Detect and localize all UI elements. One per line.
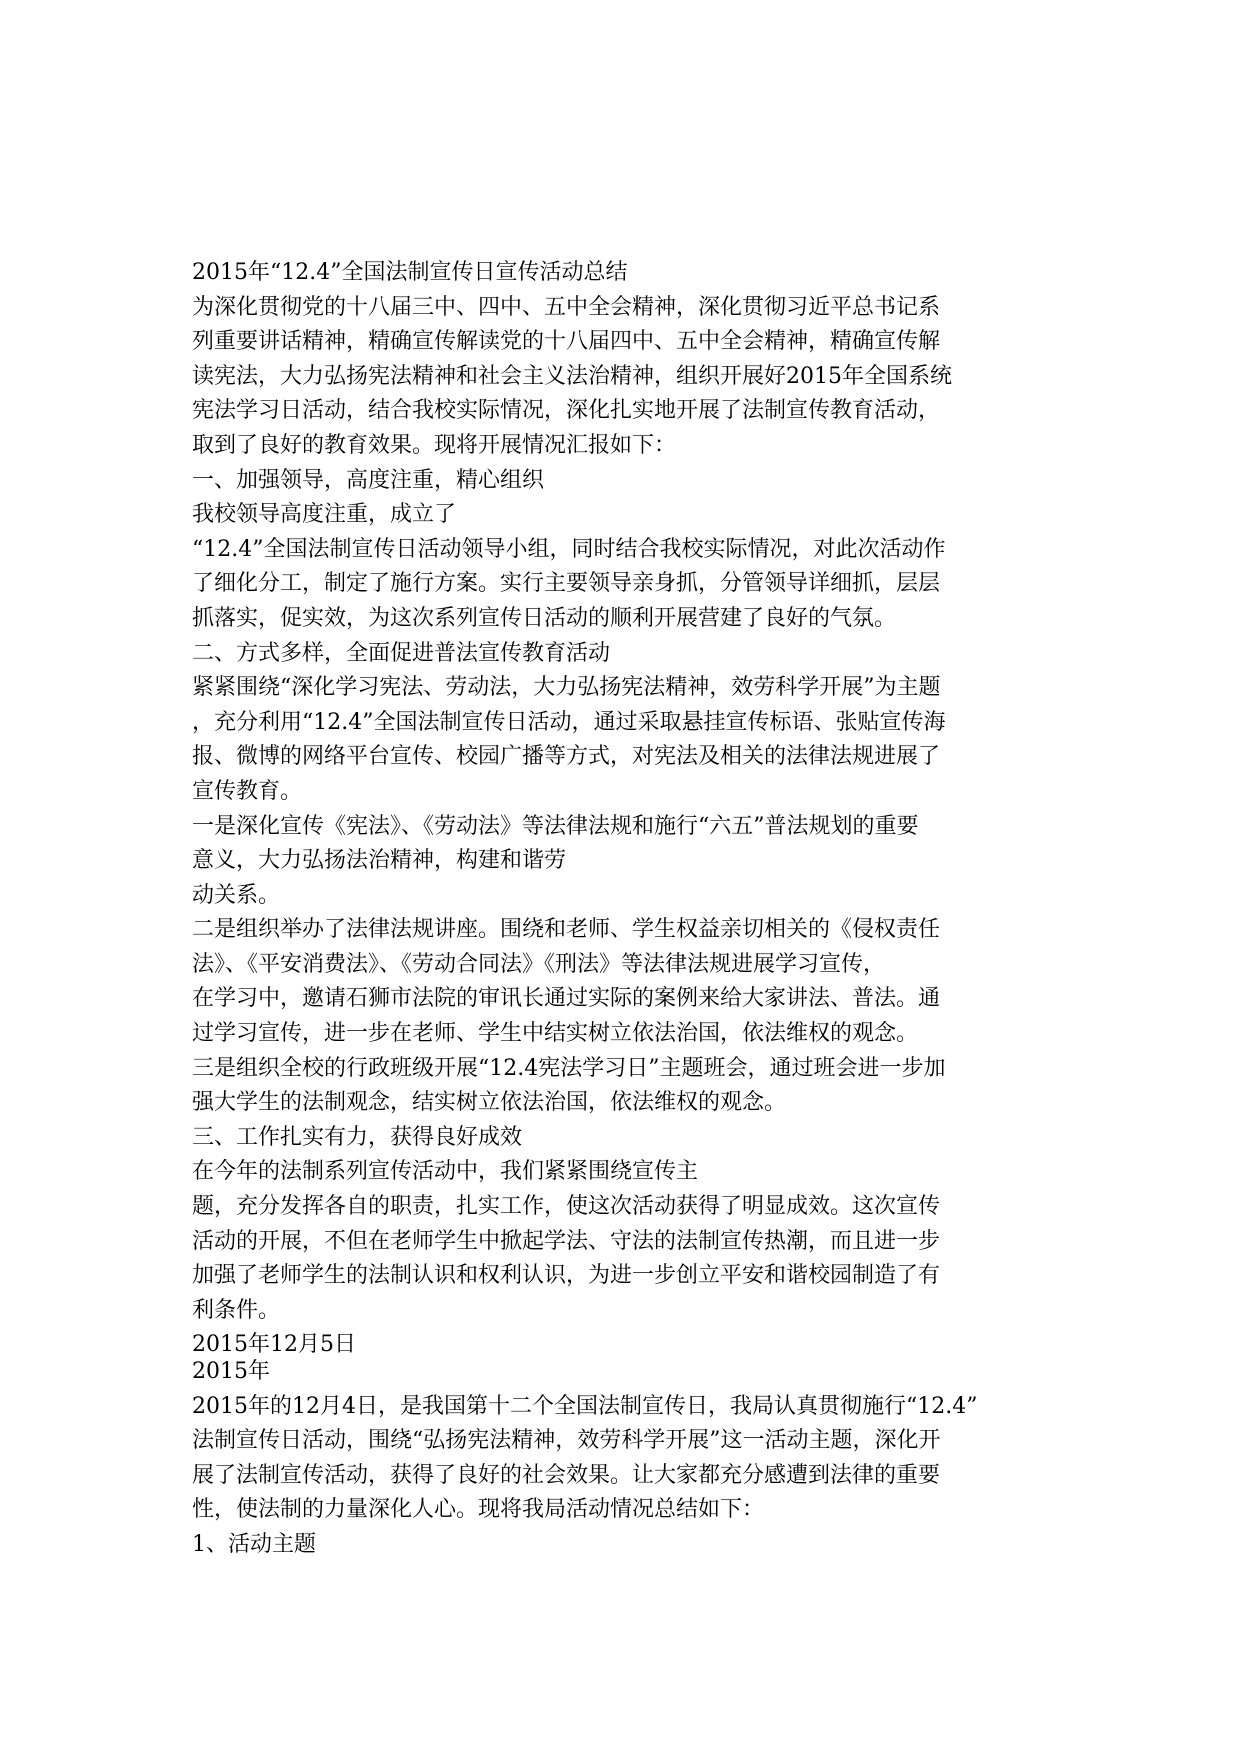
doc-title: 2015年“12.4”全国法制宣传日宣传活动总结 [192,260,628,285]
paragraph-line: ，充分利用“12.4”全国法制宣传日活动，通过采取悬挂宣传标语、张贴宣传海 [192,709,946,735]
paragraph-line: 抓落实，促实效，为这次系列宣传日活动的顺利开展营建了良好的气氛。 [192,605,897,631]
paragraph-line: 在今年的法制系列宣传活动中，我们紧紧围绕宣传主 [192,1159,699,1185]
paragraph-line: 活动的开展，不但在老师学生中掀起学法、守法的法制宣传热潮，而且进一步 [192,1228,941,1254]
subheading-activity-theme: 1、活动主题 [192,1531,316,1557]
section-heading-1: 一、加强领导，高度注重，精心组织 [192,467,545,493]
document-section-2 [192,1355,1054,1563]
paragraph-line: 动关系。 [192,882,281,908]
paragraph-line: 题，充分发挥各自的职责，扎实工作，使这次活动获得了明显成效。这次宣传 [192,1194,941,1220]
paragraph-line: 利条件。 [192,1297,281,1323]
paragraph-line: 报、微博的网络平台宣传、校园广播等方式，对宪法及相关的法律法规进展了 [192,744,941,770]
paragraph-line: 2015年的12月4日，是我国第十二个全国法制宣传日，我局认真贯彻施行“12.4” [192,1393,978,1419]
doc2-title: 2015年 [192,1359,270,1384]
paragraph-line: 在学习中，邀请石狮市法院的审讯长通过实际的案例来给大家讲法、普法。通 [192,986,941,1012]
paragraph-line: 意义，大力弘扬法治精神，构建和谐劳 [192,848,567,874]
paragraph-line: 了细化分工，制定了施行方案。实行主要领导亲身抓，分管领导详细抓，层层 [192,571,941,597]
paragraph-line: 法制宣传日活动，围绕“弘扬宪法精神，效劳科学开展”这一活动主题，深化开 [192,1428,941,1454]
paragraph-line: 三是组织全校的行政班级开展“12.4宪法学习日”主题班会，通过班会进一步加 [192,1055,946,1081]
paragraph-line: 强大学生的法制观念，结实树立依法治国，依法维权的观念。 [192,1090,787,1116]
paragraph-line: 法》、《平安消费法》、《劳动合同法》《刑法》等法律法规进展学习宣传， [192,951,886,977]
document-section-1 [192,256,1054,1363]
paragraph-line: 紧紧围绕“深化学习宪法、劳动法，大力弘扬宪法精神，效劳科学开展”为主题 [192,675,941,701]
paragraph-line: 为深化贯彻党的十八届三中、四中、五中全会精神，深化贯彻习近平总书记系 [192,294,941,320]
paragraph-line: 一是深化宣传《宪法》、《劳动法》等法律法规和施行“六五”普法规划的重要 [192,813,919,839]
paragraph-line: 列重要讲话精神，精确宣传解读党的十八届四中、五中全会精神，精确宣传解 [192,329,941,355]
paragraph-line: 我校领导高度注重，成立了 [192,502,457,528]
paragraph-line: 二是组织举办了法律法规讲座。围绕和老师、学生权益亲切相关的《侵权责任 [192,917,941,943]
paragraph-line: 过学习宣传，进一步在老师、学生中结实树立依法治国，依法维权的观念。 [192,1021,919,1047]
paragraph-line: 性，使法制的力量深化人心。现将我局活动情况总结如下： [192,1497,765,1523]
paragraph-line: “12.4”全国法制宣传日活动领导小组，同时结合我校实际情况，对此次活动作 [192,536,946,562]
paragraph-line: 读宪法，大力弘扬宪法精神和社会主义法治精神，组织开展好2015年全国系统 [192,363,952,389]
paragraph-line: 取到了良好的教育效果。现将开展情况汇报如下： [192,432,677,458]
paragraph-line: 加强了老师学生的法制认识和权利认识，为进一步创立平安和谐校园制造了有 [192,1263,941,1289]
document-date: 2015年12月5日 [192,1332,356,1358]
section-heading-3: 三、工作扎实有力，获得良好成效 [192,1124,523,1150]
section-heading-2: 二、方式多样，全面促进普法宣传教育活动 [192,640,611,666]
paragraph-line: 宪法学习日活动，结合我校实际情况，深化扎实地开展了法制宣传教育活动， [192,398,941,424]
paragraph-line: 宣传教育。 [192,778,303,804]
paragraph-line: 展了法制宣传活动，获得了良好的社会效果。让大家都充分感遭到法律的重要 [192,1462,941,1488]
